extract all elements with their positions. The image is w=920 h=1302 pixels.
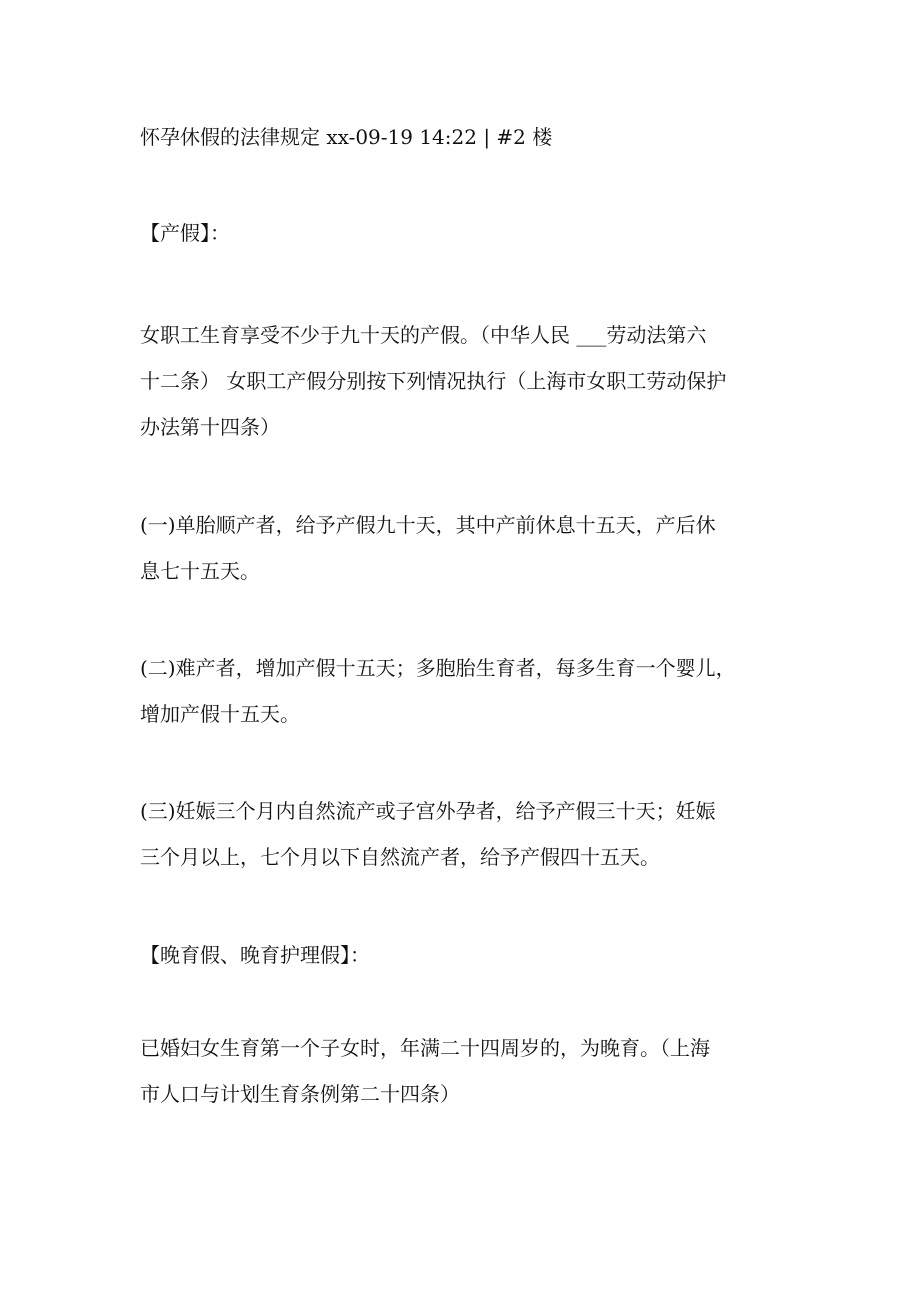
- maternity-item-1: [140, 502, 790, 594]
- maternity-leave-intro-paragraph: [140, 312, 790, 450]
- title-text: 怀孕休假的法律规定 xx-09-19 14:22 | #2 楼: [140, 125, 553, 149]
- maternity-item-3: [140, 788, 790, 880]
- paragraph-line: 三个月以上，七个月以下自然流产者，给予产假四十五天。: [140, 845, 660, 869]
- paragraph-line: (三)妊娠三个月内自然流产或子宫外孕者，给予产假三十天；妊娠: [140, 799, 716, 823]
- heading-text: 【产假】：: [140, 221, 230, 245]
- heading-text: 【晚育假、晚育护理假】：: [140, 943, 370, 967]
- paragraph-line: 办法第十四条）: [140, 415, 280, 439]
- section-heading-late-childbirth-leave: [140, 932, 790, 978]
- paragraph-line: 息七十五天。: [140, 559, 260, 583]
- section-heading-maternity-leave: [140, 210, 790, 256]
- paragraph-line: (二)难产者，增加产假十五天；多胞胎生育者，每多生育一个婴儿，: [140, 656, 736, 680]
- paragraph-line: 市人口与计划生育条例第二十四条）: [140, 1082, 460, 1106]
- paragraph-line: 增加产假十五天。: [140, 702, 300, 726]
- document-title-line: [140, 114, 790, 160]
- late-childbirth-intro-paragraph: [140, 1025, 790, 1117]
- maternity-item-2: [140, 645, 790, 737]
- paragraph-line: 十二条） 女职工产假分别按下列情况执行（上海市女职工劳动保护: [140, 369, 727, 393]
- paragraph-line: (一)单胎顺产者，给予产假九十天，其中产前休息十五天，产后休: [140, 513, 716, 537]
- paragraph-line: 已婚妇女生育第一个子女时，年满二十四周岁的，为晚育。（上海: [140, 1036, 710, 1060]
- paragraph-line: 女职工生育享受不少于九十天的产假。（中华人民 ___劳动法第六: [140, 323, 707, 347]
